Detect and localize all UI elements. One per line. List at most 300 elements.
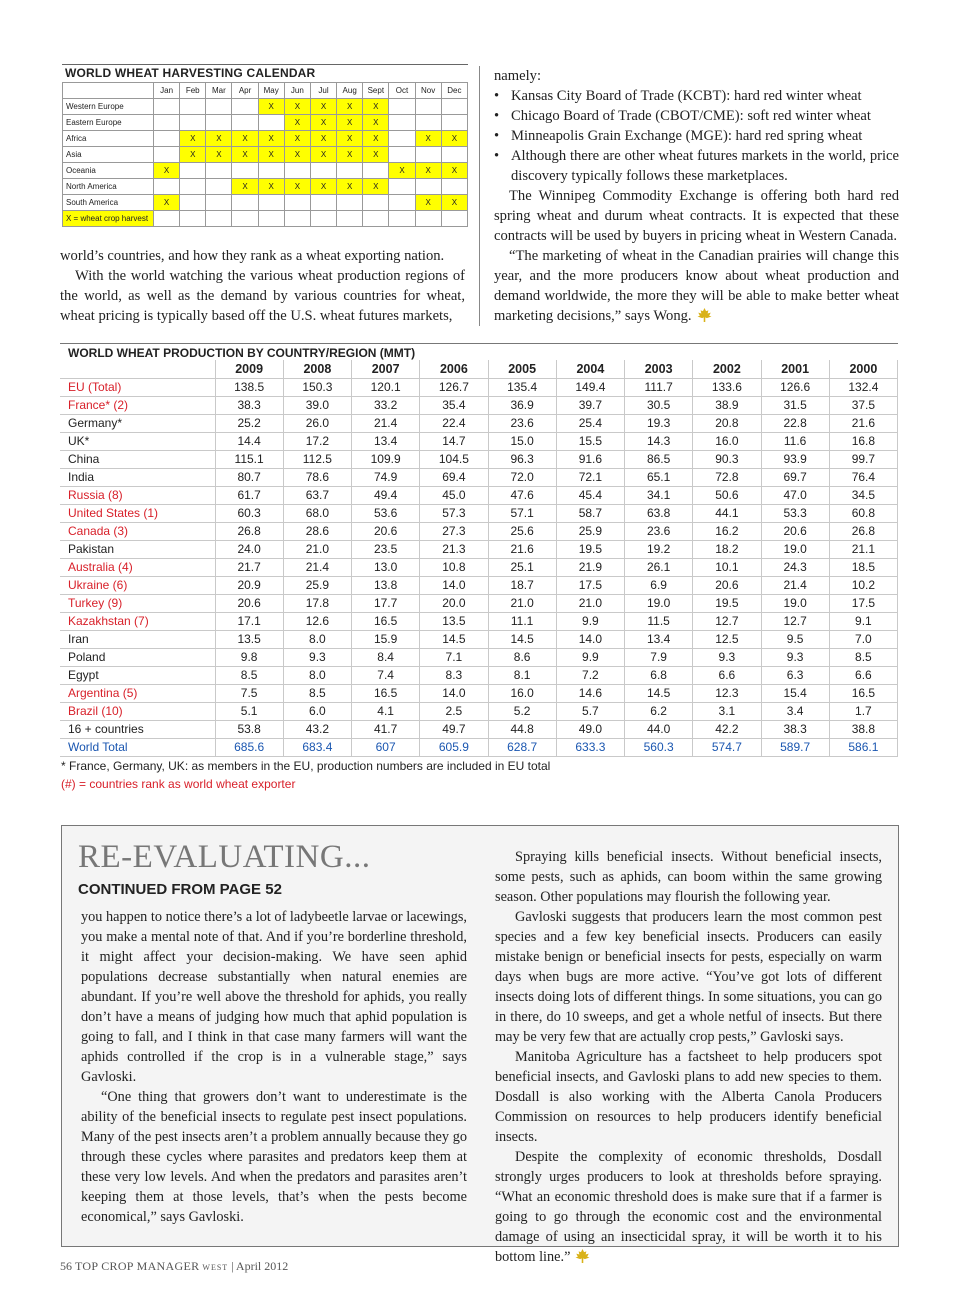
production-value: 7.0	[829, 630, 897, 648]
table-row	[60, 540, 898, 558]
harvest-cell: X	[310, 179, 336, 195]
production-value: 19.0	[761, 594, 829, 612]
article-paragraph: Spraying kills beneficial insects. Without beneficial insects, some pests, such as aphids, can boom within the same growing season. Other populations may flourish the following year.	[495, 849, 882, 905]
month-header: Feb	[180, 83, 206, 99]
production-value: 11.5	[625, 612, 693, 630]
table-row	[60, 630, 898, 648]
production-value: 17.2	[283, 432, 351, 450]
calendar-cell	[206, 99, 232, 115]
calendar-row	[63, 131, 468, 147]
page-footer	[60, 1259, 288, 1274]
production-value: 12.6	[283, 612, 351, 630]
production-value: 21.0	[488, 594, 556, 612]
production-value: 126.7	[420, 378, 488, 396]
production-value: 16.5	[352, 684, 420, 702]
production-value: 26.8	[829, 522, 897, 540]
harvest-cell: X	[389, 163, 415, 179]
production-value: 22.4	[420, 414, 488, 432]
production-value: 26.0	[283, 414, 351, 432]
production-value: 20.9	[215, 576, 283, 594]
production-value: 12.5	[693, 630, 761, 648]
calendar-legend-row	[63, 211, 468, 227]
production-value: 50.6	[693, 486, 761, 504]
production-value: 96.3	[488, 450, 556, 468]
harvest-cell: X	[310, 99, 336, 115]
production-value: 10.8	[420, 558, 488, 576]
year-header: 2009	[215, 360, 283, 378]
calendar-cell	[154, 99, 180, 115]
production-value: 7.4	[352, 666, 420, 684]
page-number: 56	[60, 1259, 72, 1273]
magazine-name: TOP CROP MANAGER	[75, 1259, 200, 1273]
year-header: 2006	[420, 360, 488, 378]
calendar-cell	[310, 211, 336, 227]
production-value: 14.4	[215, 432, 283, 450]
country-name: Turkey (9)	[60, 594, 215, 612]
maple-leaf-icon	[574, 1249, 591, 1263]
production-value: 21.6	[488, 540, 556, 558]
month-header: Mar	[206, 83, 232, 99]
production-header-row	[60, 360, 898, 378]
production-value: 15.4	[761, 684, 829, 702]
production-value: 43.2	[283, 720, 351, 738]
production-value: 24.0	[215, 540, 283, 558]
harvest-cell: X	[337, 179, 363, 195]
production-value: 78.6	[283, 468, 351, 486]
production-value: 26.8	[215, 522, 283, 540]
harvest-cell: X	[310, 147, 336, 163]
production-value: 109.9	[352, 450, 420, 468]
year-header: 2005	[488, 360, 556, 378]
production-value: 14.0	[420, 684, 488, 702]
production-value: 57.1	[488, 504, 556, 522]
production-value: 7.5	[215, 684, 283, 702]
harvest-cell: X	[258, 179, 284, 195]
production-value: 21.0	[283, 540, 351, 558]
harvest-cell: X	[180, 147, 206, 163]
production-value: 6.6	[693, 666, 761, 684]
production-value: 132.4	[829, 378, 897, 396]
production-value: 8.0	[283, 666, 351, 684]
calendar-cell	[258, 211, 284, 227]
production-value: 38.3	[761, 720, 829, 738]
month-header: Dec	[441, 83, 467, 99]
list-item: • Minneapolis Grain Exchange (MGE): hard red spring wheat	[494, 128, 863, 144]
year-header: 2003	[625, 360, 693, 378]
harvest-cell: X	[258, 131, 284, 147]
harvest-cell: X	[441, 163, 467, 179]
region-name: South America	[63, 195, 154, 211]
production-value: 21.4	[352, 414, 420, 432]
calendar-cell	[415, 99, 441, 115]
production-value: 41.7	[352, 720, 420, 738]
month-header: Apr	[232, 83, 258, 99]
production-value: 20.6	[693, 576, 761, 594]
production-value: 112.5	[283, 450, 351, 468]
production-value: 49.7	[420, 720, 488, 738]
production-value: 3.1	[693, 702, 761, 720]
issue-date: April 2012	[235, 1259, 289, 1273]
production-value: 5.7	[556, 702, 624, 720]
harvest-calendar-title: WORLD WHEAT HARVESTING CALENDAR	[62, 64, 468, 82]
table-row	[60, 720, 898, 738]
production-value: 20.6	[761, 522, 829, 540]
production-value: 6.3	[761, 666, 829, 684]
country-name: 16 + countries	[60, 720, 215, 738]
production-value: 17.5	[556, 576, 624, 594]
table-row	[60, 558, 898, 576]
calendar-cell	[206, 195, 232, 211]
production-value: 6.0	[283, 702, 351, 720]
calendar-cell	[441, 115, 467, 131]
calendar-cell	[180, 195, 206, 211]
production-value: 65.1	[625, 468, 693, 486]
production-value: 19.2	[625, 540, 693, 558]
production-value: 20.8	[693, 414, 761, 432]
region-name: Asia	[63, 147, 154, 163]
calendar-row	[63, 99, 468, 115]
production-value: 22.8	[761, 414, 829, 432]
production-value: 17.5	[829, 594, 897, 612]
production-value: 37.5	[829, 396, 897, 414]
calendar-cell	[206, 179, 232, 195]
calendar-cell	[363, 163, 389, 179]
calendar-row	[63, 179, 468, 195]
production-value: 13.4	[352, 432, 420, 450]
article-paragraph: Despite the complexity of economic thresholds, Dosdall strongly urges producers to look at thresholds before spraying. “What an economic threshold does is make sure that if a farmer is going to go through the economic cost and the environmental damage of using an insecticidal spray, it will be worth it to his bottom line.”	[495, 1149, 882, 1265]
harvest-cell: X	[206, 147, 232, 163]
production-value: 16.0	[488, 684, 556, 702]
country-name: Argentina (5)	[60, 684, 215, 702]
year-header: 2002	[693, 360, 761, 378]
country-column-header	[60, 360, 215, 378]
table-row	[60, 594, 898, 612]
production-value: 19.5	[693, 594, 761, 612]
calendar-cell	[389, 147, 415, 163]
production-value: 25.1	[488, 558, 556, 576]
harvest-cell: X	[284, 179, 310, 195]
production-value: 63.7	[283, 486, 351, 504]
production-value: 5.2	[488, 702, 556, 720]
calendar-cell	[258, 195, 284, 211]
month-header: Jan	[154, 83, 180, 99]
article-left-column	[81, 907, 467, 1227]
production-table-title: WORLD WHEAT PRODUCTION BY COUNTRY/REGION (MMT)	[60, 343, 898, 360]
article-box	[61, 825, 899, 1265]
harvest-cell: X	[337, 147, 363, 163]
production-value: 17.7	[352, 594, 420, 612]
harvest-cell: X	[415, 131, 441, 147]
production-value: 6.6	[829, 666, 897, 684]
right-paragraph: “The marketing of wheat in the Canadian prairies will change this year, and the more producers know about wheat production and demand worldwide, the more they will be able to make better wheat marketing decisions,” says Wong.	[494, 248, 899, 324]
production-value: 38.9	[693, 396, 761, 414]
production-value: 14.6	[556, 684, 624, 702]
production-value: 44.8	[488, 720, 556, 738]
harvest-cell: X	[232, 147, 258, 163]
production-value: 60.8	[829, 504, 897, 522]
calendar-cell	[389, 115, 415, 131]
table-row	[60, 666, 898, 684]
production-value: 13.4	[625, 630, 693, 648]
production-value: 49.4	[352, 486, 420, 504]
production-value: 12.7	[693, 612, 761, 630]
production-value: 6.2	[625, 702, 693, 720]
harvest-cell: X	[258, 99, 284, 115]
production-value: 39.0	[283, 396, 351, 414]
production-value: 14.5	[625, 684, 693, 702]
calendar-cell	[337, 195, 363, 211]
production-value: 20.6	[352, 522, 420, 540]
harvest-cell: X	[154, 195, 180, 211]
bullet-icon: •	[494, 148, 500, 164]
harvest-cell: X	[415, 163, 441, 179]
production-value: 93.9	[761, 450, 829, 468]
production-value: 607	[352, 738, 420, 756]
harvest-cell: X	[337, 131, 363, 147]
country-name: UK*	[60, 432, 215, 450]
calendar-cell	[389, 211, 415, 227]
right-intro: namely:	[494, 68, 542, 84]
production-value: 13.8	[352, 576, 420, 594]
production-value: 14.0	[556, 630, 624, 648]
calendar-cell	[415, 211, 441, 227]
production-value: 23.6	[625, 522, 693, 540]
production-value: 80.7	[215, 468, 283, 486]
calendar-cell	[154, 115, 180, 131]
country-name: Poland	[60, 648, 215, 666]
article-paragraph: “One thing that growers don’t want to underestimate is the ability of the beneficial insects to regulate pest insect populations. Many of the pest insects aren’t a problem annually because they go through these cycles where parasites and predators keep them at these very low levels. And when the predators and parasites aren’t keeping them at those levels, that’s when the pests become economical,” says Gavloski.	[81, 1089, 467, 1225]
calendar-cell	[441, 179, 467, 195]
column-divider	[479, 66, 480, 326]
right-paragraph: The Winnipeg Commodity Exchange is offering both hard red spring wheat and durum wheat contracts. It is expected that these contracts will be used by buyers in pricing wheat in Western Canada.	[494, 188, 899, 244]
production-value: 90.3	[693, 450, 761, 468]
production-value: 20.6	[215, 594, 283, 612]
country-name: China	[60, 450, 215, 468]
production-value: 4.1	[352, 702, 420, 720]
production-value: 21.3	[420, 540, 488, 558]
production-value: 18.5	[829, 558, 897, 576]
production-value: 33.2	[352, 396, 420, 414]
harvest-cell: X	[310, 115, 336, 131]
calendar-cell	[389, 131, 415, 147]
table-row	[60, 468, 898, 486]
production-value: 74.9	[352, 468, 420, 486]
country-name: France* (2)	[60, 396, 215, 414]
production-value: 23.6	[488, 414, 556, 432]
article-right-column	[495, 847, 882, 1267]
production-value: 21.0	[556, 594, 624, 612]
production-value: 25.9	[283, 576, 351, 594]
production-table	[60, 360, 898, 757]
production-value: 633.3	[556, 738, 624, 756]
article-paragraph: you happen to notice there’s a lot of ladybeetle larvae or lacewings, you make a mental note of that. And if you’re borderline threshold, it might affect your decision-making. We have seen aphid populations decrease substantially when natural enemies are abundant. If you’re well above the threshold for aphids, you really don’t have a means of judging how much that aphid population is going to fall, and I think in that case many farmers will want the aphids controlled if the crop is in a vulnerable stage,” says Gavloski.	[81, 909, 467, 1085]
calendar-cell	[441, 147, 467, 163]
production-value: 8.6	[488, 648, 556, 666]
production-value: 5.1	[215, 702, 283, 720]
calendar-cell	[154, 147, 180, 163]
production-value: 9.3	[283, 648, 351, 666]
production-value: 3.4	[761, 702, 829, 720]
calendar-cell	[389, 179, 415, 195]
production-value: 16.8	[829, 432, 897, 450]
article-paragraph: Manitoba Agriculture has a factsheet to help producers spot beneficial insects, and Gavloski plans to add new species to them. Dosdall is also working with the Alberta Canola Producers Commission on resources to help producers identify beneficial insects.	[495, 1049, 882, 1145]
production-value: 24.3	[761, 558, 829, 576]
calendar-cell	[415, 179, 441, 195]
production-value: 574.7	[693, 738, 761, 756]
production-value: 138.5	[215, 378, 283, 396]
calendar-cell	[337, 211, 363, 227]
calendar-cell	[154, 179, 180, 195]
calendar-cell	[310, 163, 336, 179]
production-value: 6.8	[625, 666, 693, 684]
harvest-cell: X	[284, 147, 310, 163]
harvest-cell: X	[363, 115, 389, 131]
harvest-cell: X	[284, 99, 310, 115]
maple-leaf-icon	[696, 308, 713, 322]
production-value: 11.1	[488, 612, 556, 630]
country-name: Iran	[60, 630, 215, 648]
production-value: 13.0	[352, 558, 420, 576]
country-name: Canada (3)	[60, 522, 215, 540]
production-value: 135.4	[488, 378, 556, 396]
production-value: 18.2	[693, 540, 761, 558]
country-name: Brazil (10)	[60, 702, 215, 720]
production-value: 35.4	[420, 396, 488, 414]
region-name: North America	[63, 179, 154, 195]
production-value: 17.8	[283, 594, 351, 612]
calendar-header-row	[63, 83, 468, 99]
production-value: 21.4	[283, 558, 351, 576]
production-value: 61.7	[215, 486, 283, 504]
production-value: 38.8	[829, 720, 897, 738]
production-value: 69.7	[761, 468, 829, 486]
production-value: 14.5	[420, 630, 488, 648]
harvest-cell: X	[363, 179, 389, 195]
harvest-cell: X	[337, 99, 363, 115]
production-value: 685.6	[215, 738, 283, 756]
table-row	[60, 396, 898, 414]
article-paragraph: Gavloski suggests that producers learn the most common pest species and a few key beneficial insects. Producers can easily mistake benign or beneficial insects for pests, especially on warm days when bugs are more active. “You’ve got lots of different insects doing lots of different things. In some situations, you can go in there, do 10 sweeps, and get a whole netful of insects. But there may be very few that are actually crop pests,” Gavloski says.	[495, 909, 882, 1045]
production-value: 16.5	[829, 684, 897, 702]
production-value: 21.7	[215, 558, 283, 576]
production-value: 16.5	[352, 612, 420, 630]
table-row	[60, 504, 898, 522]
year-header: 2000	[829, 360, 897, 378]
production-value: 21.6	[829, 414, 897, 432]
table-row	[60, 450, 898, 468]
production-value: 104.5	[420, 450, 488, 468]
production-value: 34.5	[829, 486, 897, 504]
production-value: 44.0	[625, 720, 693, 738]
production-value: 8.5	[829, 648, 897, 666]
table-row	[60, 486, 898, 504]
production-value: 25.6	[488, 522, 556, 540]
production-value: 560.3	[625, 738, 693, 756]
production-value: 11.6	[761, 432, 829, 450]
production-value: 34.1	[625, 486, 693, 504]
calendar-cell	[441, 211, 467, 227]
production-value: 72.0	[488, 468, 556, 486]
table-row	[60, 702, 898, 720]
month-header: Aug	[337, 83, 363, 99]
total-row	[60, 738, 898, 756]
production-table-section	[60, 343, 898, 793]
right-text-column	[494, 66, 899, 326]
production-value: 15.5	[556, 432, 624, 450]
article-subhead: CONTINUED FROM PAGE 52	[78, 881, 282, 898]
calendar-cell	[180, 179, 206, 195]
production-value: 25.4	[556, 414, 624, 432]
calendar-row	[63, 147, 468, 163]
production-value: 36.9	[488, 396, 556, 414]
production-value: 72.1	[556, 468, 624, 486]
bullet-icon: •	[494, 88, 500, 104]
production-value: 6.9	[625, 576, 693, 594]
production-value: 72.8	[693, 468, 761, 486]
production-value: 57.3	[420, 504, 488, 522]
harvest-cell: X	[363, 99, 389, 115]
month-header: May	[258, 83, 284, 99]
production-value: 12.3	[693, 684, 761, 702]
production-value: 21.9	[556, 558, 624, 576]
harvest-cell: X	[441, 131, 467, 147]
table-row	[60, 378, 898, 396]
production-value: 1.7	[829, 702, 897, 720]
year-header: 2001	[761, 360, 829, 378]
production-value: 53.8	[215, 720, 283, 738]
production-value: 25.9	[556, 522, 624, 540]
production-value: 68.0	[283, 504, 351, 522]
country-name: Ukraine (6)	[60, 576, 215, 594]
calendar-cell	[258, 163, 284, 179]
calendar-cell	[206, 115, 232, 131]
table-row	[60, 432, 898, 450]
calendar-cell	[180, 99, 206, 115]
calendar-cell	[180, 163, 206, 179]
country-name: Australia (4)	[60, 558, 215, 576]
country-name: Germany*	[60, 414, 215, 432]
production-value: 20.0	[420, 594, 488, 612]
production-value: 9.1	[829, 612, 897, 630]
left-text-column	[60, 246, 465, 326]
production-value: 10.1	[693, 558, 761, 576]
production-value: 2.5	[420, 702, 488, 720]
production-value: 76.4	[829, 468, 897, 486]
production-value: 7.1	[420, 648, 488, 666]
production-value: 28.6	[283, 522, 351, 540]
production-value: 111.7	[625, 378, 693, 396]
country-name: Russia (8)	[60, 486, 215, 504]
region-name: Western Europe	[63, 99, 154, 115]
production-value: 39.7	[556, 396, 624, 414]
production-value: 15.0	[488, 432, 556, 450]
calendar-cell	[232, 195, 258, 211]
production-value: 12.7	[761, 612, 829, 630]
year-header: 2008	[283, 360, 351, 378]
country-name: Egypt	[60, 666, 215, 684]
country-name: United States (1)	[60, 504, 215, 522]
production-value: 86.5	[625, 450, 693, 468]
production-value: 628.7	[488, 738, 556, 756]
production-value: 19.0	[761, 540, 829, 558]
bullet-icon: •	[494, 128, 500, 144]
production-value: 9.8	[215, 648, 283, 666]
production-value: 45.0	[420, 486, 488, 504]
production-value: 8.5	[283, 684, 351, 702]
calendar-cell	[415, 115, 441, 131]
production-value: 8.3	[420, 666, 488, 684]
production-value: 7.9	[625, 648, 693, 666]
